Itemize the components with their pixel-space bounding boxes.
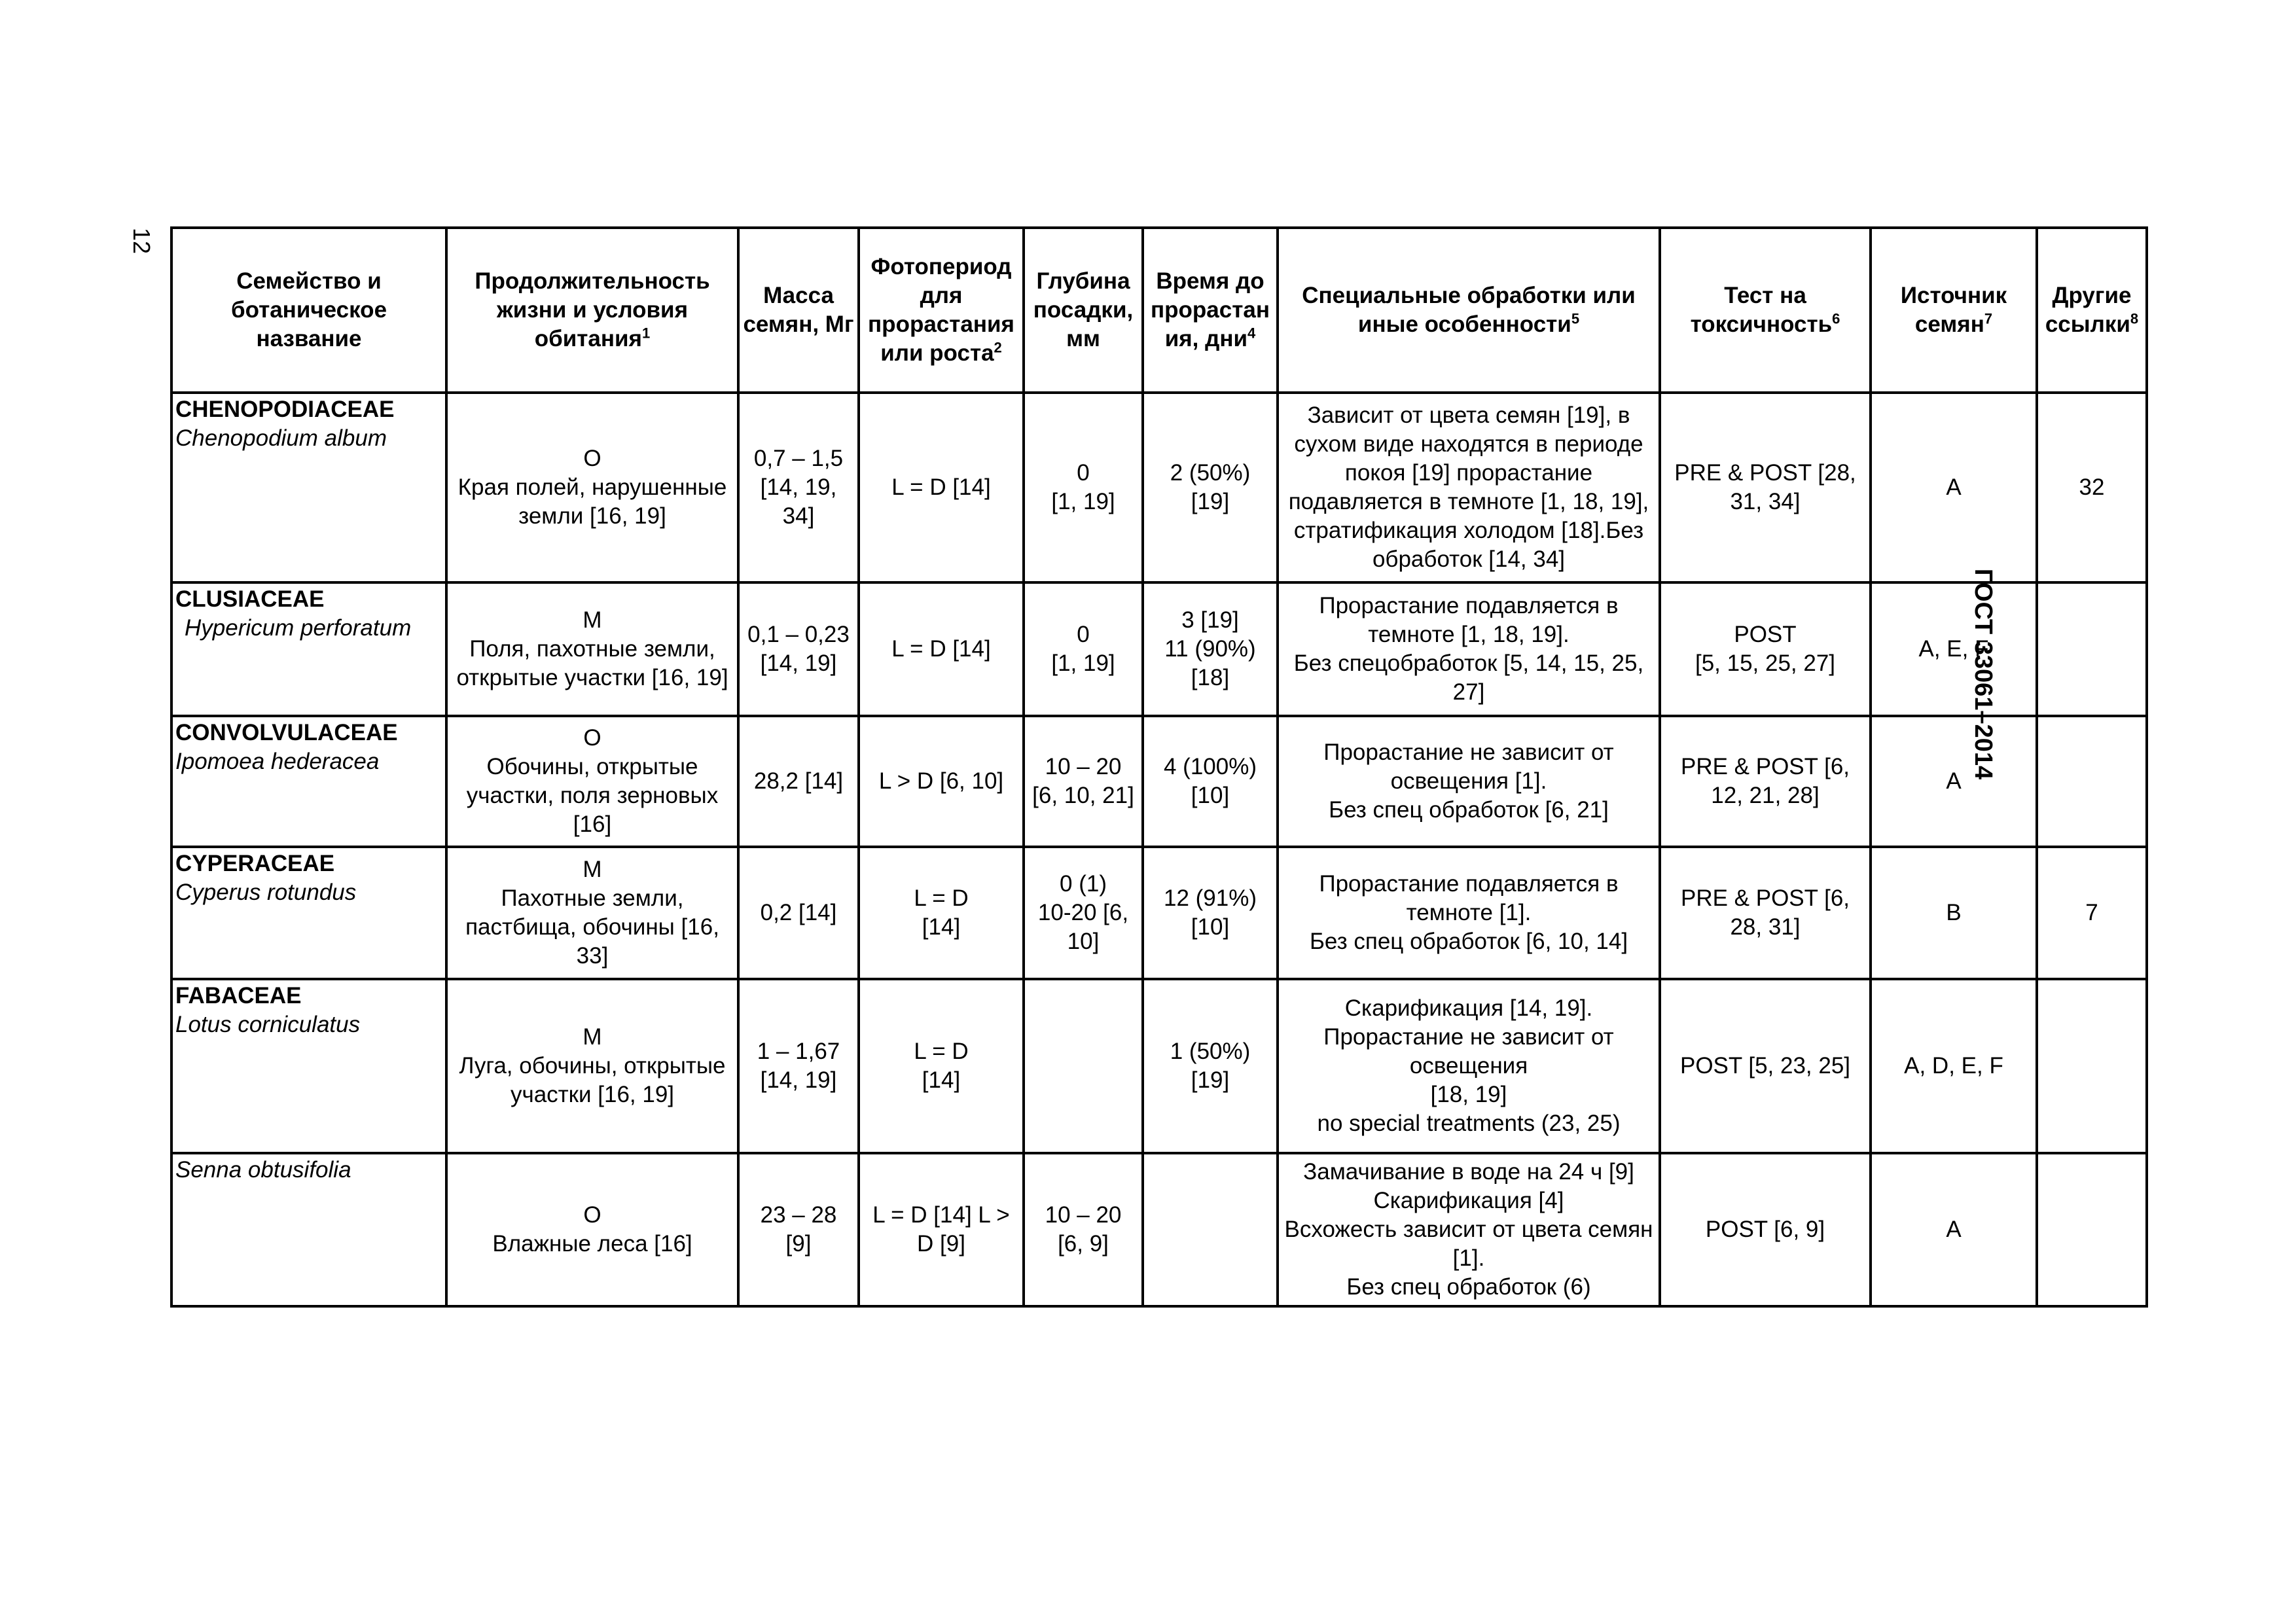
depth-cell-text: 0 (1) (1060, 871, 1107, 897)
special-treatment-cell (1278, 716, 1660, 847)
footnote-marker: 6 (1832, 310, 1840, 327)
photoperiod-cell (859, 847, 1024, 979)
germination-time-cell-text: 2 (50%) (1170, 460, 1251, 486)
depth-cell (1024, 582, 1143, 716)
seed-source-cell: A, D, E, F (1871, 979, 2037, 1153)
special-treatment-cell-text: Всхожесть зависит от цвета семян [1]. (1284, 1217, 1653, 1271)
species-name: Cyperus rotundus (175, 880, 357, 905)
column-header (738, 228, 859, 393)
toxicity-test-cell-text: POST (1734, 622, 1797, 647)
depth-cell-text: 10 – 20 (1045, 1202, 1122, 1228)
toxicity-test-cell-text: POST [5, 23, 25] (1679, 1053, 1851, 1079)
depth-cell-text: [6, 10, 21] (1032, 783, 1134, 808)
germination-time-cell (1143, 393, 1278, 582)
depth-cell (1024, 716, 1143, 847)
special-treatment-cell-text: no special treatments (23, 25) (1317, 1111, 1621, 1136)
mass-cell-text: 0,7 – 1,5 (753, 446, 844, 471)
mass-cell (738, 582, 859, 716)
life-cell (446, 847, 738, 979)
germination-time-cell-text: [18] (1191, 665, 1230, 690)
photoperiod-cell (859, 582, 1024, 716)
life-cell (446, 1153, 738, 1306)
toxicity-test-cell (1660, 847, 1871, 979)
life-cell-text: Края полей, нарушенные земли [16, 19] (457, 474, 727, 529)
column-header-text: Источник семян (1900, 283, 2007, 337)
depth-cell-text: 10 – 20 (1045, 754, 1122, 779)
special-treatment-cell (1278, 847, 1660, 979)
mass-cell-text: 0,2 [14] (760, 900, 837, 925)
toxicity-test-cell-text: POST [6, 9] (1705, 1217, 1825, 1242)
family-name: FABACEAE (175, 983, 302, 1008)
other-refs-cell (2037, 582, 2147, 716)
family-name: CONVOLVULACEAE (175, 720, 398, 745)
species-name: Hypericum perforatum (185, 615, 412, 641)
photoperiod-cell-text: L = D (914, 885, 969, 911)
life-cell (446, 393, 738, 582)
table-row (171, 582, 2147, 716)
toxicity-test-cell (1660, 979, 1871, 1153)
species-name: Senna obtusifolia (175, 1157, 351, 1183)
life-cell-text: O (583, 725, 601, 751)
seed-source-cell: A (1871, 393, 2037, 582)
seed-source-cell: A (1871, 716, 2037, 847)
table-header-row (171, 228, 2147, 393)
special-treatment-cell-text: Без спец обработок [6, 10, 14] (1309, 929, 1628, 954)
seed-table (170, 226, 2148, 1308)
document-code: ГОСТ 33061–2014 (1969, 568, 1997, 780)
germination-time-cell (1143, 582, 1278, 716)
column-header (1143, 228, 1278, 393)
column-header (171, 228, 446, 393)
footnote-marker: 7 (1984, 310, 1993, 327)
germination-time-cell-text: [10] (1191, 783, 1230, 808)
other-refs-cell: 32 (2037, 393, 2147, 582)
special-treatment-cell-text: Зависит от цвета семян [19], в сухом виде находятся в периоде покоя [19] прорастание подавляется в темноте [1, 18, 19], стратификация холодом [18].Без обработок [14, 34] (1288, 402, 1649, 572)
photoperiod-cell (859, 979, 1024, 1153)
mass-cell (738, 979, 859, 1153)
mass-cell (738, 393, 859, 582)
botanical-name-cell (171, 393, 446, 582)
column-header (2037, 228, 2147, 393)
column-header (446, 228, 738, 393)
toxicity-test-cell-text: [5, 15, 25, 27] (1695, 651, 1836, 676)
seed-source-cell: A (1871, 1153, 2037, 1306)
depth-cell-text: 0 (1077, 460, 1090, 486)
special-treatment-cell (1278, 393, 1660, 582)
table-row (171, 393, 2147, 582)
column-header-text: Фотопериод для прорастания или роста (868, 254, 1014, 366)
life-cell-text: Пахотные земли, пастбища, обочины [16, 33] (465, 885, 719, 969)
mass-cell-text: 23 – 28 (760, 1202, 837, 1228)
footnote-marker: 8 (2130, 310, 2139, 327)
photoperiod-cell-text: [14] (922, 1067, 961, 1093)
seed-source-cell: B (1871, 847, 2037, 979)
special-treatment-cell-text: Скарификация [14, 19]. (1344, 995, 1593, 1021)
special-treatment-cell-text: Прорастание не зависит от освещения [1]. (1323, 740, 1614, 794)
table-row (171, 847, 2147, 979)
life-cell-text: M (583, 1024, 602, 1050)
column-header-text: Глубина посадки, мм (1033, 268, 1134, 351)
species-name: Chenopodium album (175, 425, 387, 451)
column-header (1278, 228, 1660, 393)
mass-cell-text: [9] (785, 1231, 812, 1257)
photoperiod-cell-text: L = D [14] (891, 474, 991, 500)
special-treatment-cell-text: Без спец обработок [6, 21] (1329, 797, 1609, 823)
column-header-text: Продолжительность жизни и условия обитания (475, 268, 710, 351)
depth-cell-text: [1, 19] (1051, 489, 1115, 514)
species-name: Ipomoea hederacea (175, 749, 380, 774)
photoperiod-cell-text: [14] (922, 914, 961, 940)
germination-time-cell (1143, 716, 1278, 847)
photoperiod-cell-text: L > D [6, 10] (878, 768, 1004, 794)
mass-cell (738, 847, 859, 979)
special-treatment-cell-text: Прорастание не зависит от освещения (1323, 1024, 1614, 1079)
toxicity-test-cell (1660, 582, 1871, 716)
photoperiod-cell-text: L = D [14] (891, 636, 991, 662)
footnote-marker: 1 (641, 325, 651, 342)
life-cell-text: M (583, 857, 602, 882)
special-treatment-cell-text: Прорастание подавляется в темноте [1, 18, 19]. (1319, 593, 1619, 647)
special-treatment-cell-text: Замачивание в воде на 24 ч [9] (1303, 1159, 1634, 1185)
depth-cell (1024, 979, 1143, 1153)
toxicity-test-cell (1660, 393, 1871, 582)
special-treatment-cell (1278, 979, 1660, 1153)
table-row (171, 1153, 2147, 1306)
species-name: Lotus corniculatus (175, 1012, 361, 1037)
special-treatment-cell-text: Без спецобработок [5, 14, 15, 25, 27] (1293, 651, 1644, 705)
other-refs-cell (2037, 716, 2147, 847)
photoperiod-cell (859, 393, 1024, 582)
depth-cell-text: 10-20 [6, 10] (1037, 900, 1129, 954)
other-refs-cell (2037, 979, 2147, 1153)
mass-cell (738, 1153, 859, 1306)
germination-time-cell (1143, 847, 1278, 979)
special-treatment-cell-text: [18, 19] (1430, 1082, 1507, 1107)
botanical-name-cell (171, 1153, 446, 1306)
special-treatment-cell-text: Прорастание подавляется в темноте [1]. (1319, 871, 1619, 925)
life-cell-text: O (583, 1202, 601, 1228)
germination-time-cell-text: [19] (1191, 1067, 1230, 1093)
column-header-text: Специальные обработки или иные особенности (1302, 283, 1636, 337)
photoperiod-cell (859, 716, 1024, 847)
germination-time-cell-text: [19] (1191, 489, 1230, 514)
botanical-name-cell (171, 979, 446, 1153)
mass-cell-text: 1 – 1,67 (757, 1039, 840, 1064)
depth-cell-text: 0 (1077, 622, 1090, 647)
botanical-name-cell (171, 847, 446, 979)
depth-cell (1024, 393, 1143, 582)
mass-cell-text: 0,1 – 0,23 (747, 622, 850, 647)
germination-time-cell-text: 12 (91%) (1163, 885, 1257, 911)
table-row (171, 979, 2147, 1153)
germination-time-cell-text: 1 (50%) (1170, 1039, 1251, 1064)
germination-time-cell (1143, 979, 1278, 1153)
toxicity-test-cell-text: PRE & POST [28, 31, 34] (1674, 460, 1856, 514)
life-cell-text: Влажные леса [16] (492, 1231, 692, 1257)
toxicity-test-cell-text: PRE & POST [6, 28, 31] (1680, 885, 1850, 940)
mass-cell-text: [14, 19] (760, 1067, 837, 1093)
page-number: 12 (128, 227, 156, 255)
other-refs-cell (2037, 1153, 2147, 1306)
life-cell (446, 582, 738, 716)
life-cell-text: Обочины, открытые участки, поля зерновых [16] (466, 754, 719, 837)
life-cell-text: Поля, пахотные земли, открытые участки [16, 19] (456, 636, 728, 690)
table-row (171, 716, 2147, 847)
column-header (859, 228, 1024, 393)
life-cell (446, 979, 738, 1153)
mass-cell-text: 28,2 [14] (753, 768, 844, 794)
toxicity-test-cell-text: PRE & POST [6, 12, 21, 28] (1680, 754, 1850, 808)
photoperiod-cell-text: L = D (914, 1039, 969, 1064)
special-treatment-cell-text: Скарификация [4] (1373, 1188, 1564, 1213)
column-header (1660, 228, 1871, 393)
mass-cell-text: [14, 19, 34] (760, 474, 837, 529)
family-name: CYPERACEAE (175, 851, 335, 876)
germination-time-cell-text: 4 (100%) (1163, 754, 1257, 779)
photoperiod-cell-text: L = D [14] L > D [9] (872, 1202, 1010, 1257)
footnote-marker: 5 (1571, 310, 1580, 327)
column-header-text: Другие ссылки (2045, 283, 2132, 337)
germination-time-cell-text: 3 [19] (1181, 607, 1239, 633)
depth-cell-text: [1, 19] (1051, 651, 1115, 676)
family-name: CHENOPODIACEAE (175, 397, 395, 422)
family-name: CLUSIACEAE (175, 586, 325, 612)
botanical-name-cell (171, 716, 446, 847)
other-refs-cell: 7 (2037, 847, 2147, 979)
life-cell-text: M (583, 607, 602, 633)
mass-cell (738, 716, 859, 847)
footnote-marker: 2 (994, 339, 1002, 356)
germination-time-cell-text: [10] (1191, 914, 1230, 940)
special-treatment-cell-text: Без спец обработок (6) (1346, 1274, 1591, 1300)
depth-cell (1024, 1153, 1143, 1306)
botanical-name-cell (171, 582, 446, 716)
depth-cell (1024, 847, 1143, 979)
toxicity-test-cell (1660, 716, 1871, 847)
toxicity-test-cell (1660, 1153, 1871, 1306)
germination-time-cell (1143, 1153, 1278, 1306)
column-header (1871, 228, 2037, 393)
life-cell (446, 716, 738, 847)
mass-cell-text: [14, 19] (760, 651, 837, 676)
column-header (1024, 228, 1143, 393)
life-cell-text: Луга, обочины, открытые участки [16, 19] (459, 1053, 726, 1107)
seed-source-cell: A, E, F (1871, 582, 2037, 716)
depth-cell-text: [6, 9] (1058, 1231, 1109, 1257)
special-treatment-cell (1278, 1153, 1660, 1306)
special-treatment-cell (1278, 582, 1660, 716)
column-header-text: Тест на токсичность (1690, 283, 1833, 337)
column-header-text: Время до прорастания, дни (1151, 268, 1270, 351)
column-header-text: Масса семян, Мг (743, 283, 854, 337)
life-cell-text: O (583, 446, 601, 471)
photoperiod-cell (859, 1153, 1024, 1306)
germination-time-cell-text: 11 (90%) (1164, 636, 1256, 662)
column-header-text: Семейство и ботаническое название (230, 268, 387, 351)
footnote-marker: 4 (1247, 325, 1256, 342)
